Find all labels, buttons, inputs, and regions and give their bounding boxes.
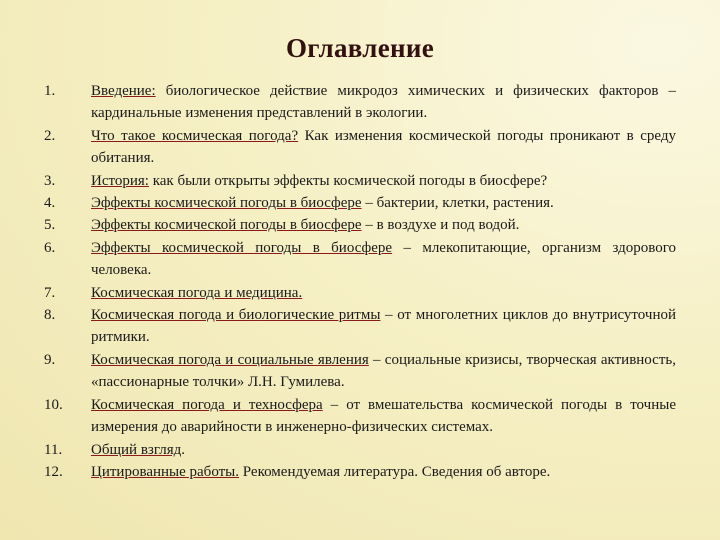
item-text <box>91 461 676 483</box>
item-text <box>91 349 676 394</box>
list-item <box>44 214 676 236</box>
table-of-contents <box>44 80 676 483</box>
item-description: – бактерии, клетки, растения. <box>361 195 554 212</box>
list-item <box>44 80 676 125</box>
list-item <box>44 170 676 192</box>
toc-link-biosphere-effects-mammals[interactable]: Эффекты космической погоды в биосфере <box>91 239 393 256</box>
item-text <box>91 214 676 236</box>
item-description: – млекопитающие, организм здорового человека. <box>91 239 676 279</box>
toc-link-biological-rhythms[interactable]: Космическая погода и биологические ритмы <box>91 307 381 324</box>
item-text <box>91 439 676 461</box>
page-title: Оглавление <box>286 33 434 63</box>
item-number: 1. <box>44 83 56 99</box>
item-number: 3. <box>44 172 56 189</box>
item-number: 12. <box>44 463 63 480</box>
item-number: 2. <box>44 127 56 144</box>
item-text <box>91 237 676 282</box>
item-number: 10. <box>44 396 63 413</box>
item-description: биологическое действие микродоз химических и физических факторов – кардинальные изменения представлений в экологии. <box>91 83 676 122</box>
item-number: 8. <box>44 307 56 324</box>
toc-link-cited-works[interactable]: Цитированные работы. <box>91 463 240 480</box>
item-text <box>91 192 676 214</box>
item-description: – от многолетних циклов до внутрисуточной ритмики. <box>91 307 676 346</box>
item-description: . <box>181 441 185 458</box>
toc-link-general-view[interactable]: Общий взгляд <box>91 441 182 458</box>
list-item <box>44 282 676 304</box>
item-text <box>91 170 676 192</box>
item-number: 6. <box>44 239 56 256</box>
list-item <box>44 237 676 282</box>
toc-link-biosphere-effects-air-water[interactable]: Эффекты космической погоды в биосфере <box>91 217 362 234</box>
toc-link-biosphere-effects-bacteria[interactable]: Эффекты космической погоды в биосфере <box>91 195 362 212</box>
list-item <box>44 349 676 394</box>
toc-link-technosphere[interactable]: Космическая погода и техносфера <box>91 396 323 413</box>
toc-link-history[interactable]: История: <box>91 172 149 189</box>
list-item <box>44 192 676 214</box>
item-number: 4. <box>44 195 56 212</box>
toc-link-introduction[interactable]: Введение: <box>91 83 156 99</box>
item-number: 9. <box>44 351 56 368</box>
item-text <box>91 394 676 439</box>
item-text <box>91 304 676 349</box>
item-text <box>91 282 676 304</box>
item-description: Рекомендуемая литература. Сведения об авторе. <box>239 463 551 480</box>
toc-link-space-weather[interactable]: Что такое космическая погода? <box>91 127 299 144</box>
item-description: – социальные кризисы, творческая активность, «пассионарные толчки» Л.Н. Гумилева. <box>91 351 676 391</box>
item-description: как были открыты эффекты космической погоды в биосфере? <box>148 172 548 189</box>
item-number: 7. <box>44 284 56 301</box>
list-item <box>44 125 676 170</box>
list-item <box>44 394 676 439</box>
list-item <box>44 304 676 349</box>
item-text <box>91 125 676 170</box>
list-item <box>44 439 676 461</box>
item-text <box>91 80 676 125</box>
item-description: – от вмешательства космической погоды в точные измерения до аварийности в инженерно-физических системах. <box>91 396 676 436</box>
item-number: 11. <box>44 441 63 458</box>
toc-link-medicine[interactable]: Космическая погода и медицина. <box>91 284 303 301</box>
list-item <box>44 461 676 483</box>
toc-link-social-phenomena[interactable]: Космическая погода и социальные явления <box>91 351 369 368</box>
item-number: 5. <box>44 217 56 234</box>
item-description: – в воздухе и под водой. <box>361 217 520 234</box>
item-description: Как изменения космической погоды проникают в среду обитания. <box>91 127 676 167</box>
